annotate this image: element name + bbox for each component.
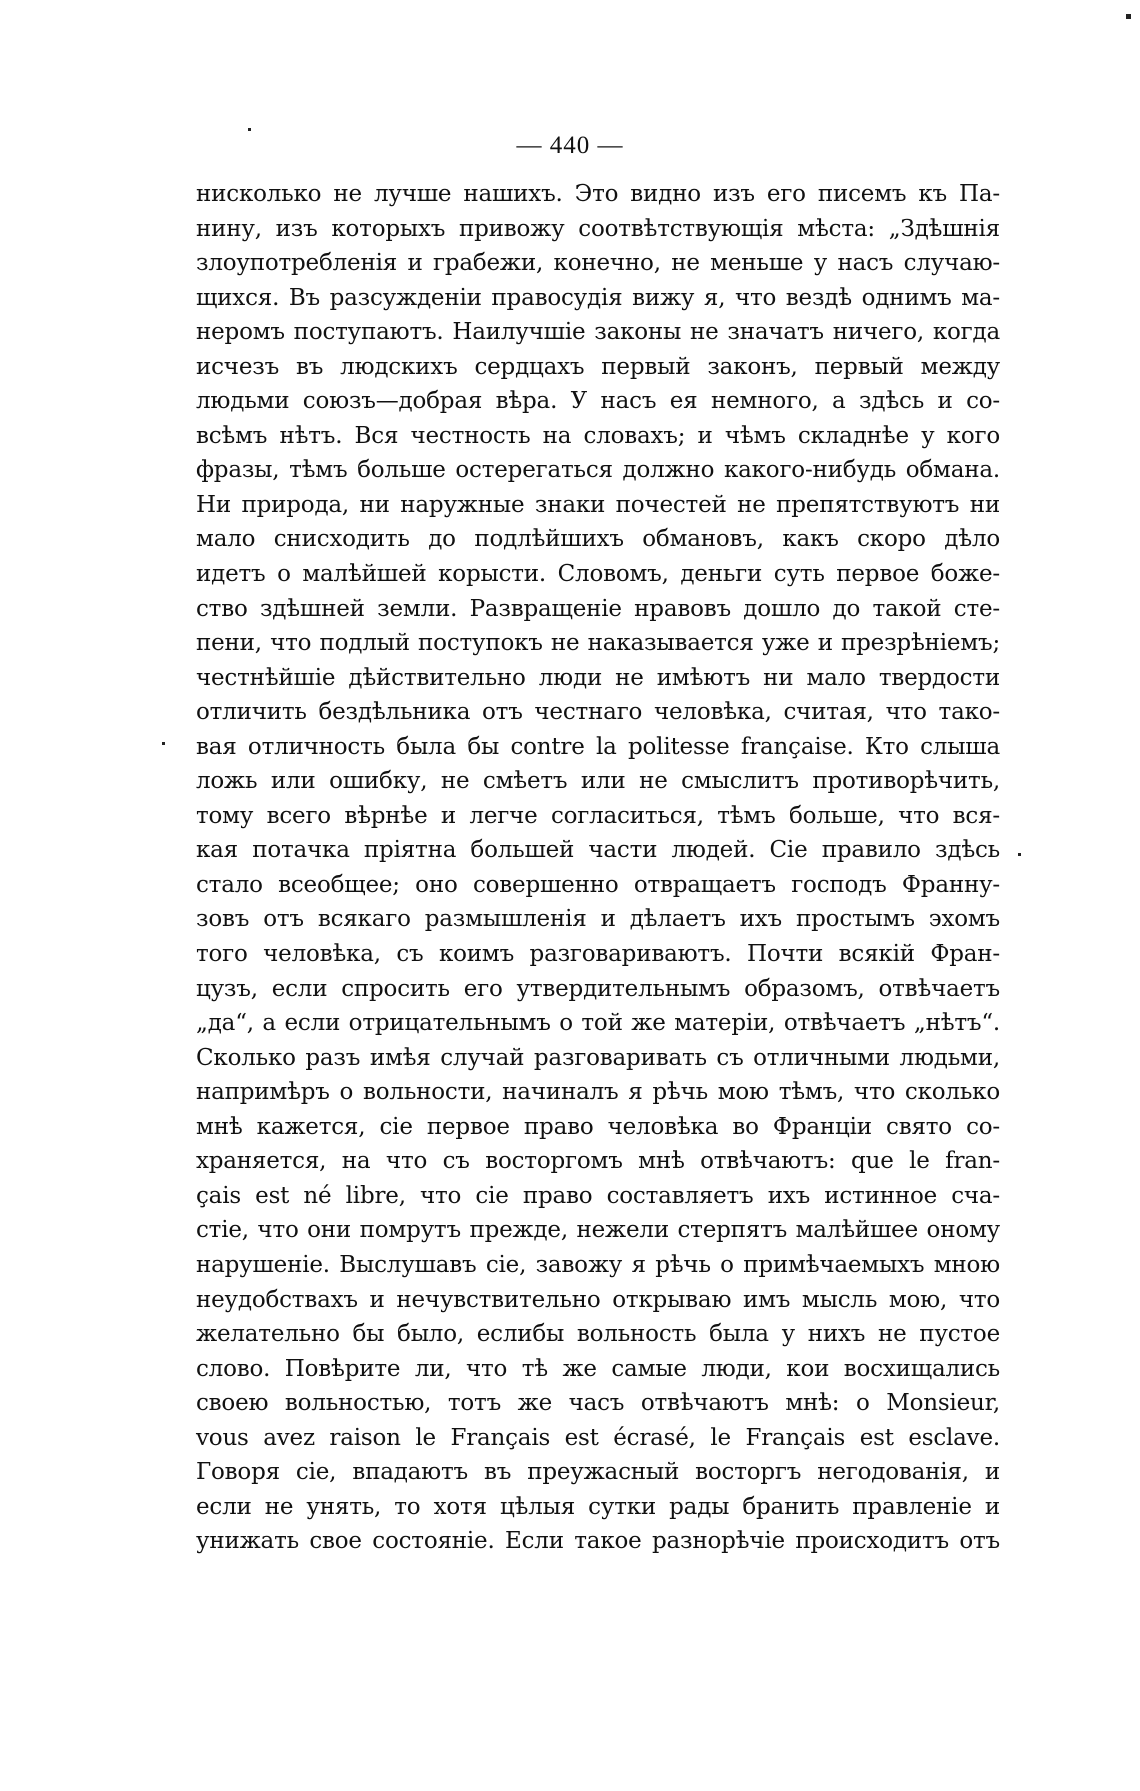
text-line: неромъ поступаютъ. Наилучшіе законы не значатъ ничего, когда xyxy=(196,319,1000,346)
text-line: зовъ отъ всякаго размышленія и дѣлаетъ ихъ простымъ эхомъ xyxy=(196,906,1000,933)
text-line: желательно бы было, еслибы вольность была у нихъ не пустое xyxy=(196,1321,1000,1348)
text-line: ство здѣшней земли. Развращеніе нравовъ дошло до такой сте- xyxy=(196,595,1000,622)
text-line: вая отличность была бы contre la politesse française. Кто слыша xyxy=(196,733,1000,760)
scan-speck xyxy=(1126,14,1131,19)
text-line: людьми союзъ—добрая вѣра. У насъ ея немного, а здѣсь и со- xyxy=(196,388,1000,415)
text-line: идетъ о малѣйшей корысти. Словомъ, деньги суть первое боже- xyxy=(196,561,1000,588)
text-line: всѣмъ нѣтъ. Вся честность на словахъ; и чѣмъ складнѣе у кого xyxy=(196,422,1000,449)
text-line: нину, изъ которыхъ привожу соотвѣтствующія мѣста: „Здѣшнія xyxy=(196,215,1000,242)
text-line: фразы, тѣмъ больше остерегаться должно какого-нибудь обмана. xyxy=(196,457,1000,484)
text-line: унижать свое состояніе. Если такое разнорѣчіе происходитъ отъ xyxy=(196,1528,1000,1555)
text-line: слово. Повѣрите ли, что тѣ же самые люди, кои восхищались xyxy=(196,1355,1000,1382)
scan-speck xyxy=(1018,853,1021,856)
scan-speck xyxy=(162,742,165,745)
text-line: отличить бездѣльника отъ честнаго человѣка, считая, что тако- xyxy=(196,699,1000,726)
text-line: честнѣйшіе дѣйствительно люди не имѣютъ ни мало твердости xyxy=(196,664,1000,691)
text-line: кая потачка пріятна большей части людей. Сіе правило здѣсь xyxy=(196,837,1000,864)
text-line: мало снисходить до подлѣйшихъ обмановъ, какъ скоро дѣло xyxy=(196,526,1000,553)
text-line: своею вольностью, тотъ же часъ отвѣчаютъ мнѣ: о Monsieur, xyxy=(196,1390,1000,1417)
text-line: щихся. Въ разсужденіи правосудія вижу я, что вездѣ однимъ ма- xyxy=(196,284,1000,311)
text-line: храняется, на что съ восторгомъ мнѣ отвѣчаютъ: que le fran- xyxy=(196,1148,1000,1175)
text-line: Говоря сіе, впадаютъ въ преужасный восторгъ негодованія, и xyxy=(196,1459,1000,1486)
text-line: стало всеобщее; оно совершенно отвращаетъ господъ Франну- xyxy=(196,871,1000,898)
text-line: пени, что подлый поступокъ не наказывается уже и презрѣніемъ; xyxy=(196,630,1000,657)
text-line: vous avez raison le Français est écrasé, le Français est esclave. xyxy=(196,1424,1000,1451)
text-line: мнѣ кажется, сіе первое право человѣка во Франціи свято со- xyxy=(196,1113,1000,1140)
text-line: если не унять, то хотя цѣлыя сутки рады бранить правленіе и xyxy=(196,1493,1000,1520)
text-line: неудобствахъ и нечувствительно открываю имъ мысль мою, что xyxy=(196,1286,1000,1313)
page-number: — 440 — xyxy=(516,132,624,159)
text-line: исчезъ въ людскихъ сердцахъ первый законъ, первый между xyxy=(196,353,1000,380)
text-line: Ни природа, ни наружные знаки почестей не препятствуютъ ни xyxy=(196,491,1000,518)
text-line: Сколько разъ имѣя случай разговаривать съ отличными людьми, xyxy=(196,1044,1000,1071)
text-line: „да“, а если отрицательнымъ о той же матеріи, отвѣчаетъ „нѣтъ“. xyxy=(196,1010,1000,1037)
text-line: стіе, что они помрутъ прежде, нежели стерпятъ малѣйшее оному xyxy=(196,1217,1000,1244)
text-line: напримѣръ о вольности, начиналъ я рѣчь мою тѣмъ, что сколько xyxy=(196,1079,1000,1106)
text-line: çais est né libre, что сіе право составляетъ ихъ истинное сча- xyxy=(196,1182,1000,1209)
scan-speck xyxy=(248,128,251,131)
text-line: того человѣка, съ коимъ разговариваютъ. Почти всякій Фран- xyxy=(196,941,1000,968)
text-line: нарушеніе. Выслушавъ сіе, завожу я рѣчь о примѣчаемыхъ мною xyxy=(196,1251,1000,1278)
text-line: цузъ, если спросить его утвердительнымъ образомъ, отвѣчаетъ xyxy=(196,975,1000,1002)
text-line: ложь или ошибку, не смѣетъ или не смыслитъ противорѣчить, xyxy=(196,768,1000,795)
text-line: нисколько не лучше нашихъ. Это видно изъ его писемъ къ Па- xyxy=(196,181,1000,207)
body-text xyxy=(196,177,1000,1559)
text-line: злоупотребленія и грабежи, конечно, не меньше у насъ случаю- xyxy=(196,250,1000,277)
text-line: тому всего вѣрнѣе и легче согласиться, тѣмъ больше, что вся- xyxy=(196,802,1000,829)
